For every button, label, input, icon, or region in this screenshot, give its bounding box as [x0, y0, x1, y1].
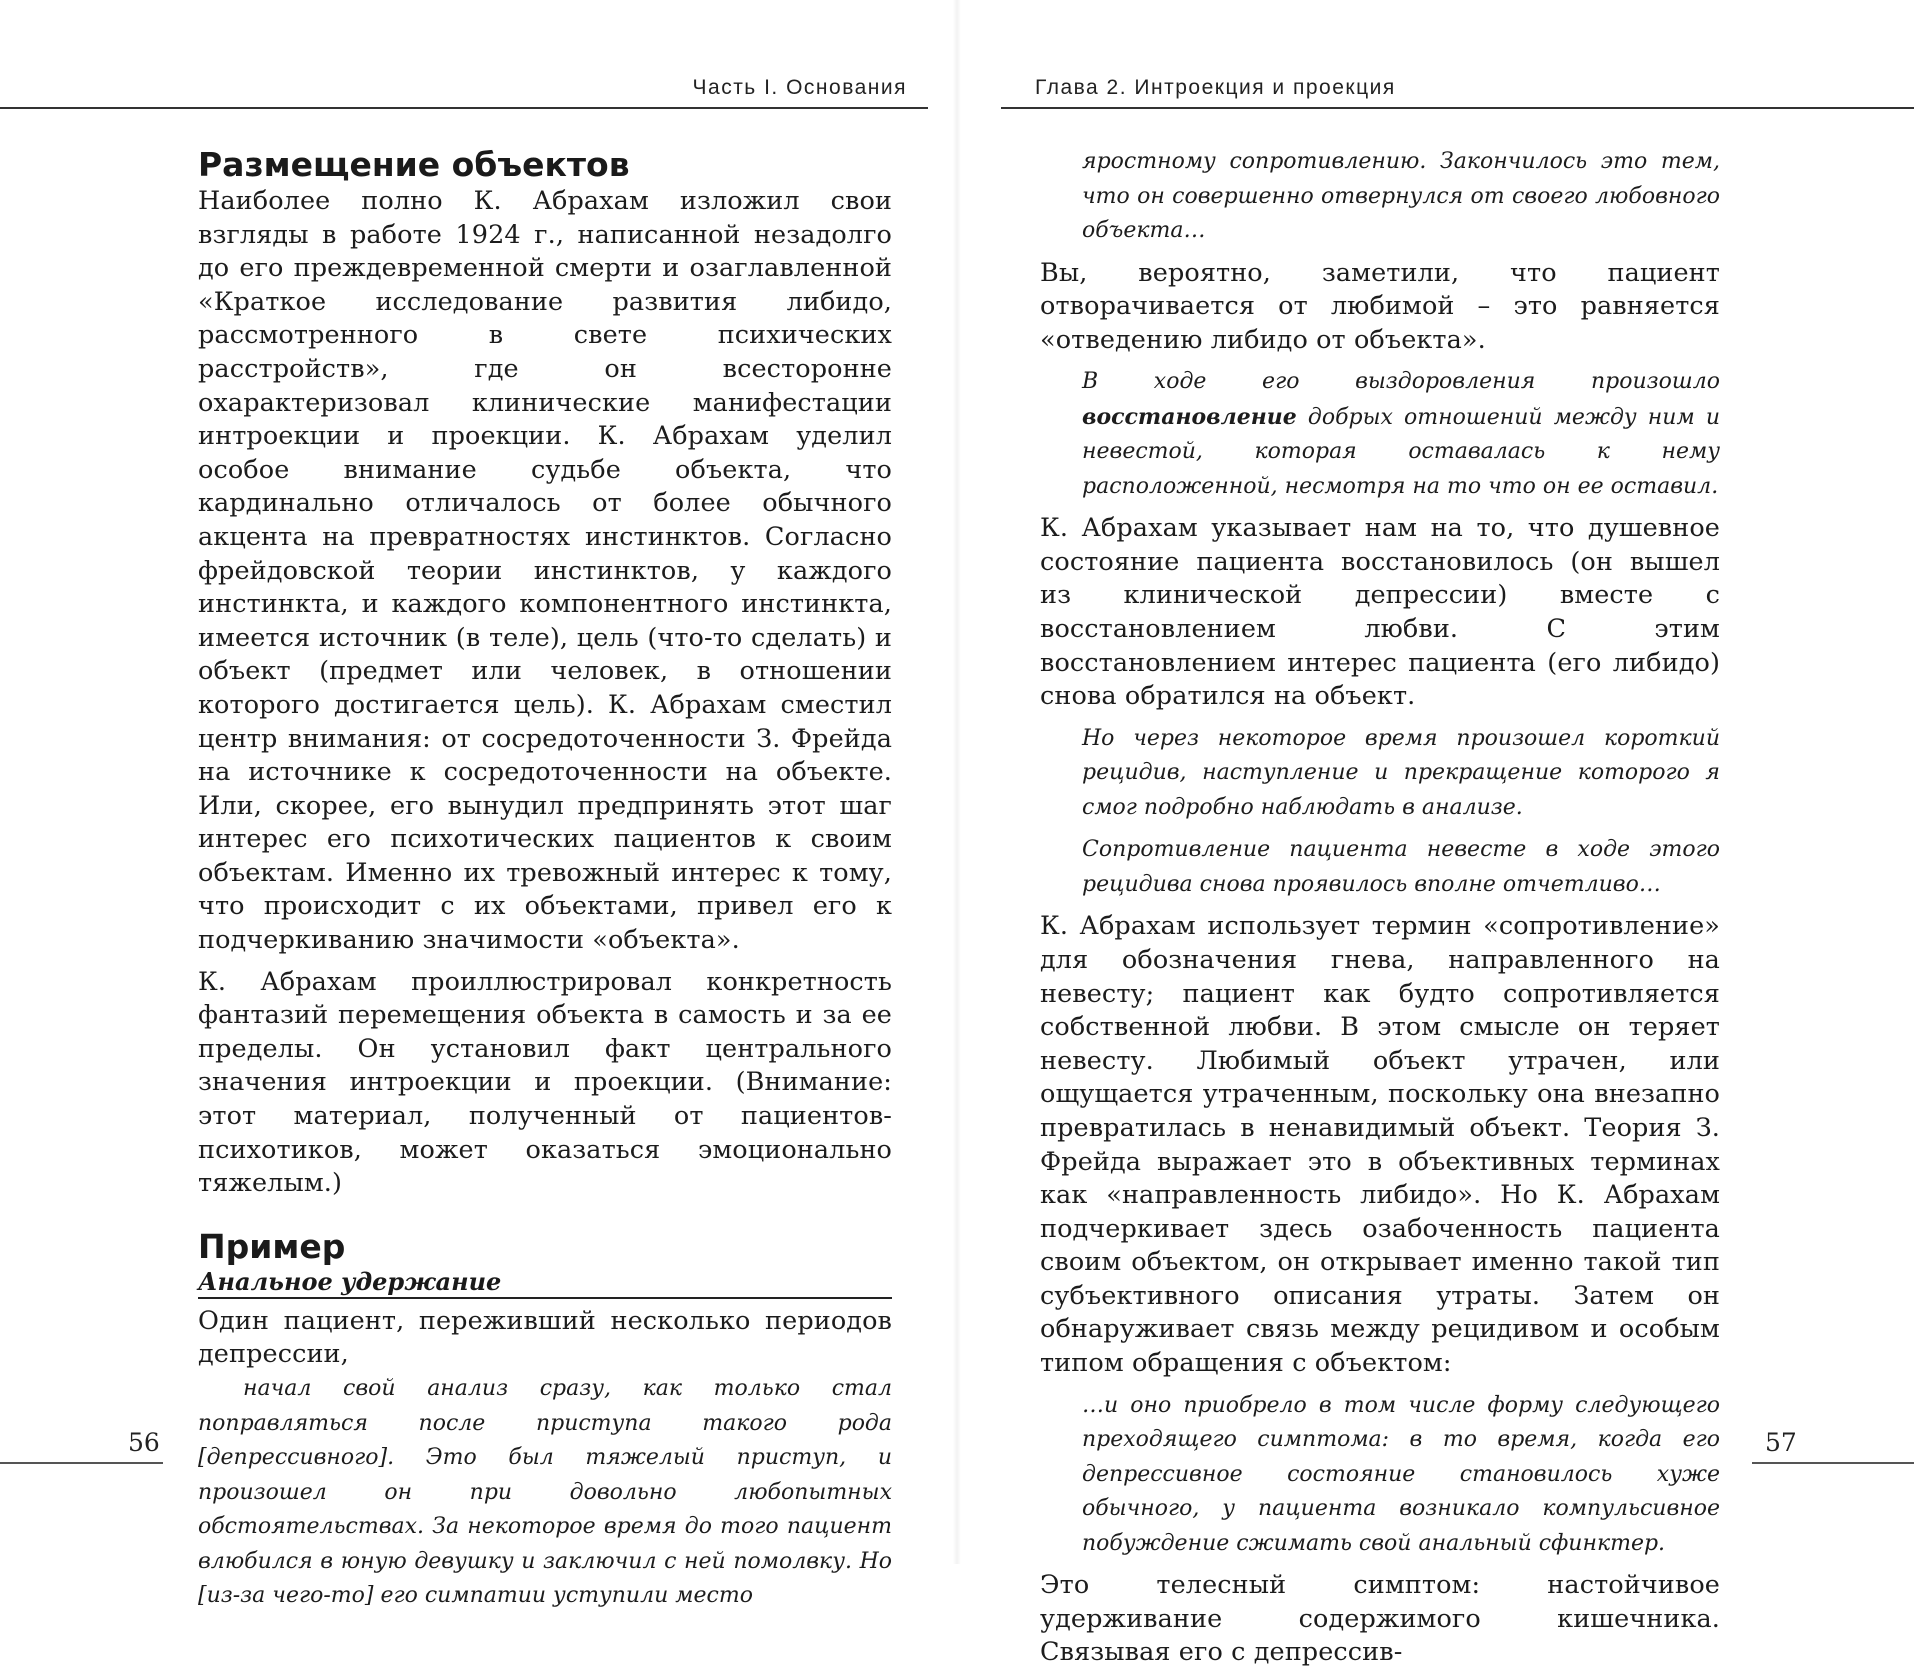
running-header-right: Глава 2. Интроекция и проекция — [1035, 76, 1396, 99]
left-page — [0, 0, 957, 1608]
footer-rule-left — [0, 1462, 163, 1464]
quote-text: добрых отношений между ним и невестой, которая оставалась к нему расположенной, несмотря на то что он ее оставил. — [1082, 404, 1720, 499]
emphasis-text: восстановление — [1082, 403, 1297, 430]
paragraph: Вы, вероятно, заметили, что пациент отворачивается от любимой – это равняется «отведению либидо от объекта». — [1040, 257, 1720, 355]
footer-rule-right — [1752, 1462, 1914, 1464]
example-heading: Пример — [198, 1226, 346, 1266]
right-page-body — [1040, 145, 1720, 1670]
running-header-left: Часть I. Основания — [692, 76, 907, 99]
page-number-right: 57 — [1765, 1428, 1797, 1457]
quote-text: В ходе его выздоровления произошло — [1082, 369, 1720, 395]
paragraph: К. Абрахам использует термин «сопротивление» для обозначения гнева, направленного на невесту; пациент как будто сопротивляется собственной любви. В этом смысле он теряет невесту. Любимый объект утрачен, или ощущается утраченным, поскольку она внезапно превратилась в ненавидимый объект. Теория З. Фрейда выражает это в объективных терминах как «направленность либидо». Но К. Абрахам подчеркивает здесь озабоченность пациента своим объектом, он открывает именно такой тип субъективного описания утраты. Затем он обнаруживает связь между рецидивом и особым типом обращения с объектом: — [1040, 911, 1720, 1379]
example-intro: Один пациент, переживший несколько периодов депрессии, — [198, 1305, 892, 1370]
left-page-body — [198, 145, 892, 1614]
block-quote: яростному сопротивлению. Закончилось это тем, что он совершенно отвернулся от своего любовного объекта… — [1082, 149, 1720, 243]
block-quote: начал свой анализ сразу, как только стал поправляться после приступа такого рода [депрессивного]. Это был тяжелый приступ, и произошел он при довольно любопытных обстоятельствах. За некоторое время до того пациент влюбился в юную девушку и заключил с ней помолвку. Но [из-за чего-то] его симпатии уступили место — [198, 1376, 892, 1608]
paragraph: Это телесный симптом: настойчивое удерживание содержимого кишечника. Связывая его с депрессив- — [1040, 1570, 1720, 1668]
paragraph: К. Абрахам проиллюстрировал конкретность фантазий перемещения объекта в самость и за ее пределы. Он установил факт центрального значения интроекции и проекции. (Внимание: этот материал, полученный от пациентов-психотиков, может оказаться эмоционально тяжелым.) — [198, 966, 892, 1199]
block-quote — [1040, 365, 1720, 504]
block-quote: Но через некоторое время произошел короткий рецидив, наступление и прекращение которого я смог подробно наблюдать в анализе. — [1082, 725, 1720, 820]
block-quote: …и оно приобрело в том числе форму следующего преходящего симптома: в то время, когда его депрессивное состояние становилось хуже обычного, у пациента возникало компульсивное побуждение сжимать свой анальный сфинктер. — [1082, 1392, 1720, 1556]
paragraph: К. Абрахам указывает нам на то, что душевное состояние пациента восстановилось (он вышел из клинической депрессии) вместе с восстановлением любви. С этим восстановлением интерес пациента (его либидо) снова обратился на объект. — [1040, 513, 1720, 712]
header-rule-right — [1001, 107, 1914, 109]
right-page — [957, 0, 1914, 1668]
example-subheading: Анальное удержание — [198, 1267, 892, 1299]
block-quote: Сопротивление пациента невесте в ходе этого рецидива снова проявилось вполне отчетливо… — [1082, 837, 1720, 897]
page-number-left: 56 — [128, 1428, 160, 1457]
header-rule-left — [0, 107, 928, 109]
section-heading: Размещение объектов — [198, 145, 630, 184]
paragraph: Наиболее полно К. Абрахам изложил свои взгляды в работе 1924 г., написанной незадолго до его преждевременной смерти и озаглавленной «Краткое исследование развития либидо, рассмотренного в свете психических расстройств», где он всесторонне охарактеризовал клинические манифестации интроекции и проекции. К. Абрахам уделил особое внимание судьбе объекта, что кардинально отличалось от более обычного акцента на превратностях инстинктов. Согласно фрейдовской теории инстинктов, у каждого инстинкта, и каждого компонентного инстинкта, имеется источник (в теле), цель (что-то сделать) и объект (предмет или человек, в отношении которого достигается цель). К. Абрахам сместил центр внимания: от сосредоточенности З. Фрейда на источнике к сосредоточенности на объекте. Или, скорее, его вынудил предпринять этот шаг интерес его психотических пациентов к своим объектам. Именно их тревожный интерес к тому, что происходит с их объектами, привел его к подчеркиванию значимости «объекта». — [198, 186, 892, 956]
